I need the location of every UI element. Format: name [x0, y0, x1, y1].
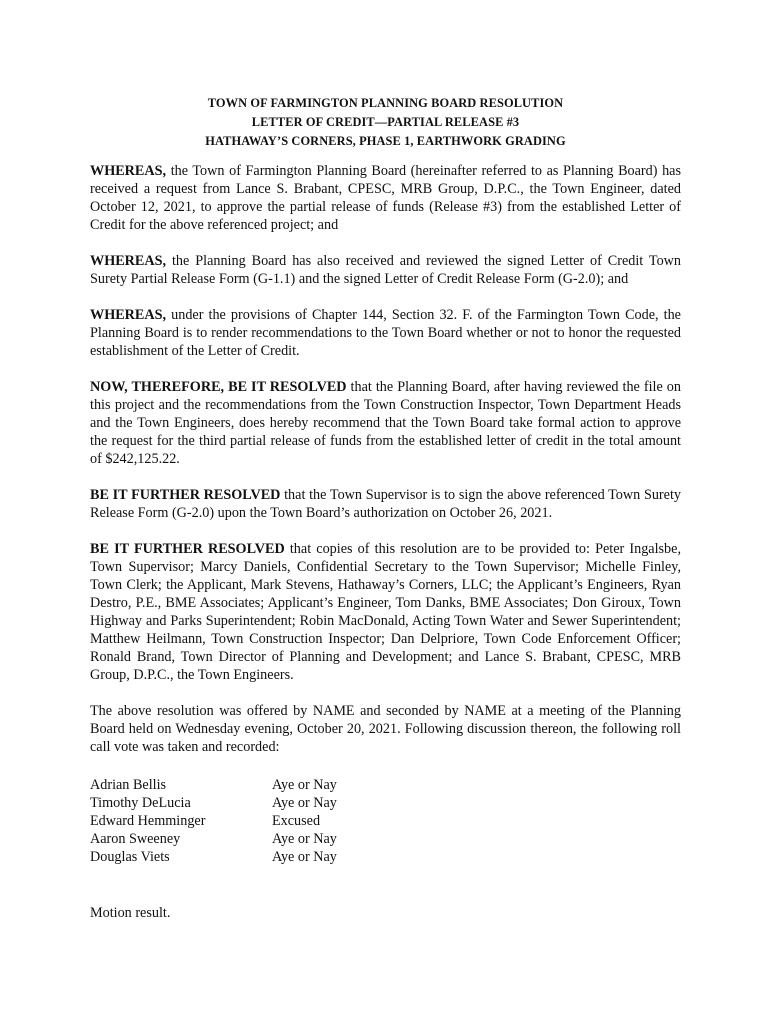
vote-value: Aye or Nay [272, 795, 337, 811]
paragraph-lead: NOW, THEREFORE, BE IT RESOLVED [90, 379, 347, 395]
vote-row [90, 830, 681, 848]
title-line-3: HATHAWAY’S CORNERS, PHASE 1, EARTHWORK GRADING [205, 134, 566, 148]
voter-name: Edward Hemminger [90, 813, 206, 829]
paragraph-resolved [90, 378, 681, 468]
title-line-2: LETTER OF CREDIT—PARTIAL RELEASE #3 [251, 115, 520, 129]
paragraph-further-resolved-2 [90, 540, 681, 684]
paragraph-text: the Town of Farmington Planning Board (hereinafter referred to as Planning Board) has received a request from Lance S. Brabant, CPESC, MRB Group, D.P.C., the Town Engineer, dated October 12, 2021, to approve the partial release of funds (Release #3) from the established Letter of Credit for the above referenced project; and [90, 163, 681, 233]
paragraph-whereas-1 [90, 162, 681, 234]
document-title [90, 94, 681, 151]
paragraph-lead: BE IT FURTHER RESOLVED [90, 541, 285, 557]
vote-row [90, 812, 681, 830]
vote-row [90, 794, 681, 812]
paragraph-whereas-3 [90, 306, 681, 360]
voter-name: Aaron Sweeney [90, 831, 181, 847]
paragraph-text: The above resolution was offered by NAME and seconded by NAME at a meeting of the Planning Board held on Wednesday evening, October 20, 2021. Following discussion thereon, the following roll call vote was taken and recorded: [90, 703, 681, 755]
motion-result: Motion result. [90, 905, 171, 921]
paragraph-lead: WHEREAS, [90, 307, 167, 323]
title-line-1: TOWN OF FARMINGTON PLANNING BOARD RESOLUTION [207, 96, 564, 110]
vote-value: Aye or Nay [272, 849, 337, 865]
vote-value: Excused [272, 813, 321, 829]
paragraph-lead: BE IT FURTHER RESOLVED [90, 487, 281, 503]
vote-row [90, 776, 681, 794]
voter-name: Douglas Viets [90, 849, 170, 865]
paragraph-lead: WHEREAS, [90, 163, 167, 179]
paragraph-text: that the Town Supervisor is to sign the above referenced Town Surety Release Form (G-2.0) upon the Town Board’s authorization on October 26, 2021. [90, 487, 681, 521]
paragraph-text: under the provisions of Chapter 144, Section 32. F. of the Farmington Town Code, the Planning Board is to render recommendations to the Town Board whether or not to honor the requested establishment of the Letter of Credit. [90, 307, 681, 359]
paragraph-text: that the Planning Board, after having reviewed the file on this project and the recommendations from the Town Construction Inspector, Town Department Heads and the Town Engineers, does hereby recommend that the Town Board take formal action to approve the request for the third partial release of funds from the established letter of credit in the total amount of $242,125.22. [90, 379, 681, 467]
paragraph-lead: WHEREAS, [90, 253, 167, 269]
paragraph-further-resolved-1 [90, 486, 681, 522]
vote-value: Aye or Nay [272, 777, 337, 793]
paragraph-whereas-2 [90, 252, 681, 288]
vote-value: Aye or Nay [272, 831, 337, 847]
paragraph-text: that copies of this resolution are to be provided to: Peter Ingalsbe, Town Supervisor; Marcy Daniels, Confidential Secretary to the Town Supervisor; Michelle Finley, Town Clerk; the Applicant, Mark Stevens, Hathaway’s Corners, LLC; the Applicant’s Engineers, Ryan Destro, P.E., BME Associates; Applicant’s Engineer, Tom Danks, BME Associates; Don Giroux, Town Highway and Parks Superintendent; Robin MacDonald, Acting Town Water and Sewer Superintendent; Matthew Heilmann, Town Construction Inspector; Dan Delpriore, Town Code Enforcement Officer; Ronald Brand, Town Director of Planning and Development; and Lance S. Brabant, CPESC, MRB Group, D.P.C., the Town Engineers. [90, 541, 681, 683]
voter-name: Adrian Bellis [90, 777, 167, 793]
paragraph-roll-call-intro [90, 702, 681, 756]
vote-row [90, 848, 681, 866]
roll-call-vote-list [90, 776, 681, 866]
resolution-document [90, 94, 681, 936]
voter-name: Timothy DeLucia [90, 795, 191, 811]
paragraph-text: the Planning Board has also received and reviewed the signed Letter of Credit Town Surety Partial Release Form (G-1.1) and the signed Letter of Credit Release Form (G-2.0); and [90, 253, 681, 287]
